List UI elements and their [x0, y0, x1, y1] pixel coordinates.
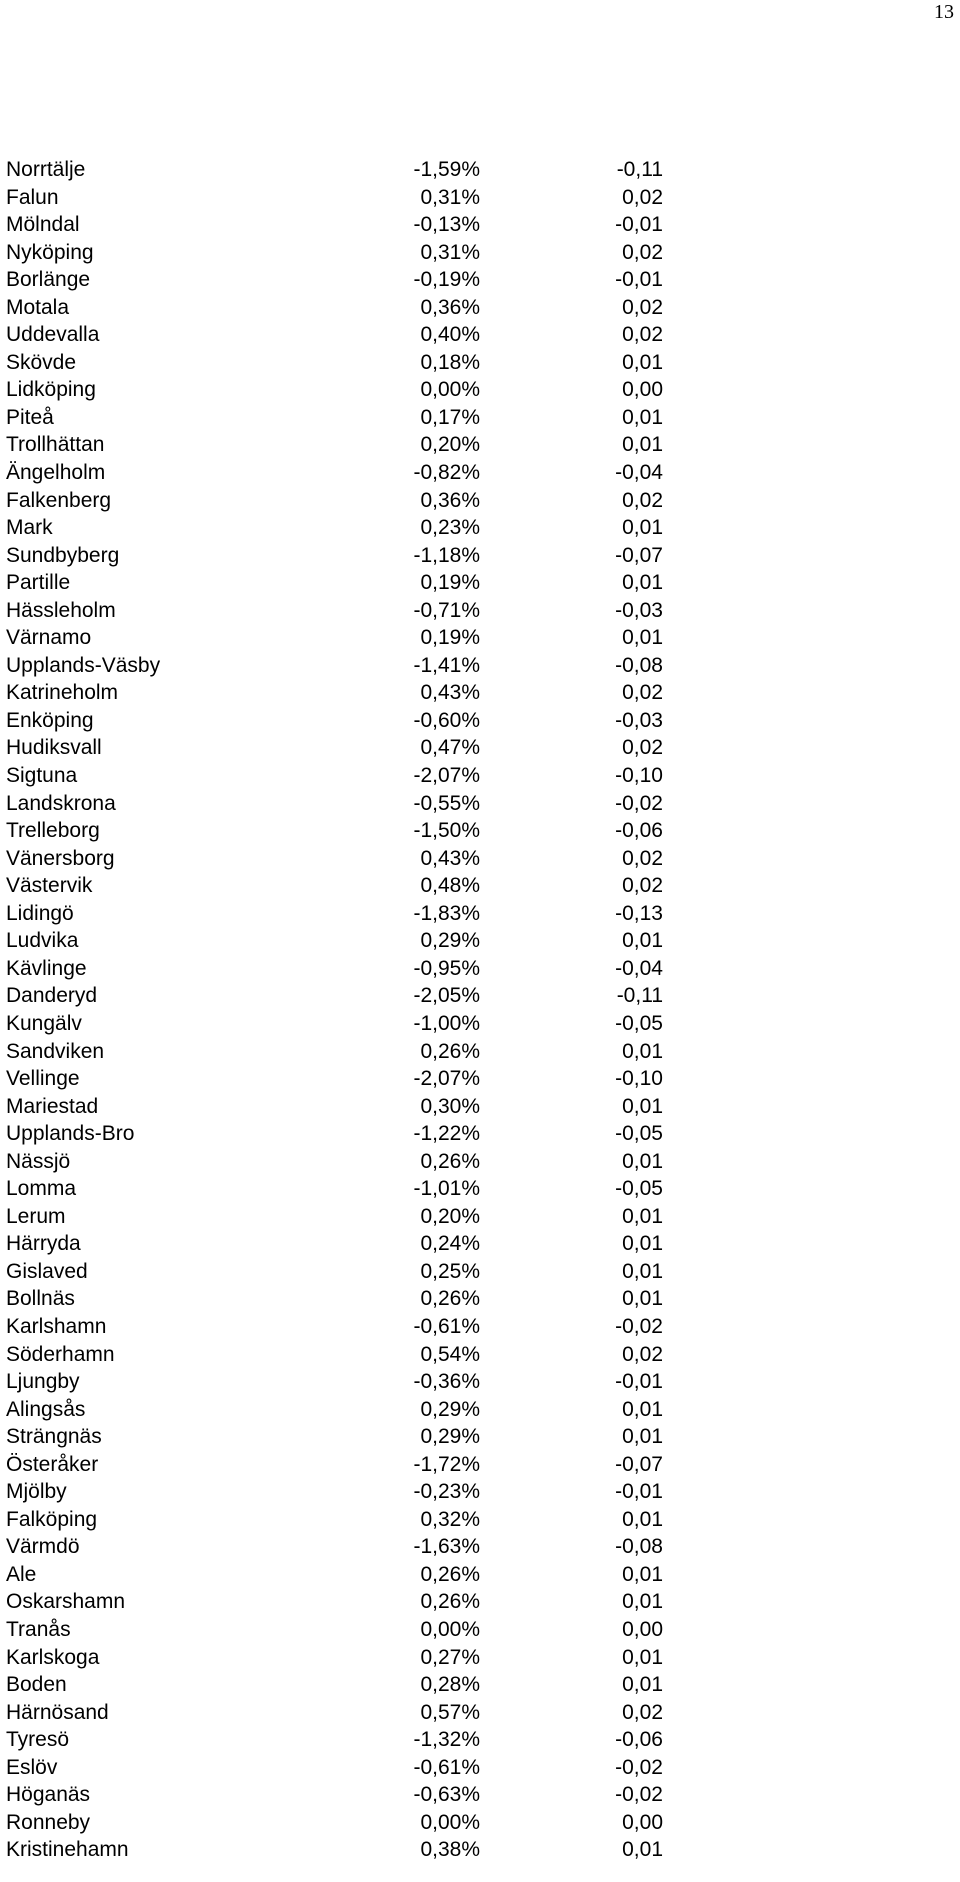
- change-value: -0,04: [615, 461, 663, 485]
- change-value: 0,02: [622, 295, 663, 319]
- municipality-name: Ale: [6, 1562, 37, 1586]
- percent-change: 0,36%: [420, 295, 480, 319]
- change-value: 0,01: [622, 1094, 663, 1118]
- municipality-name: Katrineholm: [6, 681, 119, 705]
- municipality-name: Motala: [6, 295, 70, 319]
- change-value: -0,11: [616, 158, 663, 181]
- table-row: [6, 817, 666, 845]
- change-value: -0,02: [615, 1314, 663, 1338]
- table-row: [6, 239, 666, 267]
- percent-change: 0,47%: [420, 736, 480, 760]
- percent-change: -1,32%: [413, 1728, 480, 1752]
- table-row: [6, 900, 666, 928]
- table-row: [6, 762, 666, 790]
- table-row: [6, 624, 666, 652]
- percent-change: 0,27%: [420, 1645, 480, 1669]
- table-row: [6, 487, 666, 515]
- table-row: [6, 1644, 666, 1672]
- table-row: [6, 1478, 666, 1506]
- table-row: [6, 1699, 666, 1727]
- percent-change: -0,95%: [413, 956, 480, 980]
- municipality-name: Boden: [6, 1673, 67, 1697]
- municipality-name: Falkenberg: [6, 488, 112, 512]
- change-value: -0,03: [615, 708, 663, 732]
- table-row: [6, 1506, 666, 1534]
- change-value: 0,01: [622, 516, 663, 540]
- table-row: [6, 1754, 666, 1782]
- municipality-name: Lidingö: [6, 901, 74, 925]
- percent-change: -2,07%: [413, 1067, 480, 1091]
- table-row: [6, 1726, 666, 1754]
- table-row: [6, 1396, 666, 1424]
- percent-change: -0,19%: [413, 268, 480, 292]
- percent-change: -0,63%: [413, 1783, 480, 1807]
- percent-change: 0,19%: [420, 571, 480, 595]
- municipality-name: Enköping: [6, 708, 94, 732]
- percent-change: -1,00%: [413, 1011, 480, 1035]
- table-row: [6, 156, 666, 184]
- municipality-name: Oskarshamn: [6, 1590, 126, 1614]
- municipality-name: Vellinge: [6, 1067, 80, 1091]
- table-row: [6, 1038, 666, 1066]
- table-row: [6, 845, 666, 873]
- percent-change: -1,59%: [413, 158, 480, 181]
- percent-change: 0,26%: [420, 1149, 480, 1173]
- percent-change: 0,00%: [420, 378, 480, 402]
- change-value: 0,01: [622, 626, 663, 650]
- table-row: [6, 321, 666, 349]
- table-row: [6, 790, 666, 818]
- change-value: -0,01: [615, 268, 663, 292]
- change-value: 0,00: [622, 1617, 663, 1641]
- municipality-name: Ludvika: [6, 929, 79, 953]
- table-row: [6, 597, 666, 625]
- table-row: [6, 349, 666, 377]
- change-value: 0,02: [622, 874, 663, 898]
- change-value: -0,06: [615, 1728, 663, 1752]
- change-value: 0,01: [622, 571, 663, 595]
- percent-change: -1,41%: [413, 653, 480, 677]
- municipality-name: Söderhamn: [6, 1342, 115, 1366]
- page-number: 13: [934, 1, 954, 23]
- table-row: [6, 1533, 666, 1561]
- change-value: 0,01: [622, 1590, 663, 1614]
- municipality-name: Danderyd: [6, 984, 98, 1008]
- percent-change: -0,55%: [413, 791, 480, 815]
- municipality-name: Alingsås: [6, 1397, 86, 1421]
- municipality-name: Lerum: [6, 1204, 66, 1228]
- change-value: 0,01: [622, 1562, 663, 1586]
- percent-change: -0,36%: [413, 1370, 480, 1394]
- percent-change: -1,63%: [413, 1535, 480, 1559]
- municipality-name: Lidköping: [6, 378, 96, 402]
- percent-change: 0,38%: [420, 1838, 480, 1862]
- percent-change: -2,07%: [413, 764, 480, 788]
- change-value: 0,01: [622, 1645, 663, 1669]
- change-value: 0,01: [622, 350, 663, 374]
- table-row: [6, 542, 666, 570]
- percent-change: 0,31%: [420, 240, 480, 264]
- table-row: [6, 1588, 666, 1616]
- municipality-name: Upplands-Bro: [6, 1122, 135, 1146]
- percent-change: -1,18%: [413, 543, 480, 567]
- change-value: 0,01: [622, 1673, 663, 1697]
- percent-change: 0,36%: [420, 488, 480, 512]
- table-row: [6, 1093, 666, 1121]
- percent-change: 0,00%: [420, 1617, 480, 1641]
- change-value: 0,01: [622, 1149, 663, 1173]
- percent-change: 0,19%: [420, 626, 480, 650]
- percent-change: 0,31%: [420, 185, 480, 209]
- table-row: [6, 982, 666, 1010]
- percent-change: 0,23%: [420, 516, 480, 540]
- change-value: -0,05: [615, 1011, 663, 1035]
- municipality-name: Österåker: [6, 1452, 99, 1476]
- table-row: [6, 1175, 666, 1203]
- change-value: -0,07: [615, 1452, 663, 1476]
- municipality-name: Västervik: [6, 874, 93, 898]
- change-value: 0,00: [622, 378, 663, 402]
- table-row: [6, 1010, 666, 1038]
- municipality-name: Mjölby: [6, 1480, 67, 1504]
- table-row: [6, 266, 666, 294]
- percent-change: 0,17%: [420, 405, 480, 429]
- table-row: [6, 211, 666, 239]
- percent-change: 0,26%: [420, 1590, 480, 1614]
- change-value: -0,01: [615, 1480, 663, 1504]
- change-value: 0,01: [622, 1232, 663, 1256]
- municipality-name: Piteå: [6, 405, 54, 429]
- percent-change: -1,50%: [413, 819, 480, 843]
- municipality-name: Värmdö: [6, 1535, 80, 1559]
- municipality-name: Sandviken: [6, 1039, 105, 1063]
- municipality-name: Partille: [6, 571, 71, 595]
- municipality-name: Trollhättan: [6, 433, 105, 457]
- municipality-name: Vänersborg: [6, 846, 115, 870]
- change-value: 0,01: [622, 1204, 663, 1228]
- percent-change: 0,18%: [420, 350, 480, 374]
- municipality-name: Trelleborg: [6, 819, 100, 843]
- percent-change: 0,28%: [420, 1673, 480, 1697]
- table-row: [6, 431, 666, 459]
- municipality-name: Eslöv: [6, 1755, 58, 1779]
- change-value: 0,02: [622, 736, 663, 760]
- percent-change: 0,20%: [420, 1204, 480, 1228]
- change-value: 0,02: [622, 488, 663, 512]
- table-row: [6, 955, 666, 983]
- change-value: -0,05: [615, 1122, 663, 1146]
- table-row: [6, 294, 666, 322]
- change-value: -0,08: [615, 653, 663, 677]
- municipality-name: Nyköping: [6, 240, 94, 264]
- municipality-name: Tyresö: [6, 1728, 70, 1752]
- municipality-name: Nässjö: [6, 1149, 71, 1173]
- municipality-name: Kungälv: [6, 1011, 82, 1035]
- percent-change: 0,43%: [420, 681, 480, 705]
- table-row: [6, 734, 666, 762]
- municipality-table: [6, 156, 666, 1864]
- change-value: 0,01: [622, 1259, 663, 1283]
- table-row: [6, 1781, 666, 1809]
- municipality-name: Härnösand: [6, 1700, 109, 1724]
- table-row: [6, 1616, 666, 1644]
- change-value: 0,01: [622, 1425, 663, 1449]
- change-value: 0,02: [622, 846, 663, 870]
- percent-change: 0,20%: [420, 433, 480, 457]
- change-value: 0,01: [622, 1397, 663, 1421]
- percent-change: -1,72%: [413, 1452, 480, 1476]
- municipality-name: Höganäs: [6, 1783, 91, 1807]
- change-value: 0,02: [622, 185, 663, 209]
- municipality-name: Mölndal: [6, 213, 80, 237]
- change-value: 0,01: [622, 433, 663, 457]
- percent-change: -0,61%: [413, 1755, 480, 1779]
- percent-change: 0,29%: [420, 1397, 480, 1421]
- municipality-name: Karlshamn: [6, 1314, 107, 1338]
- table-row: [6, 707, 666, 735]
- percent-change: 0,24%: [420, 1232, 480, 1256]
- percent-change: -1,22%: [413, 1122, 480, 1146]
- change-value: -0,02: [615, 1755, 663, 1779]
- change-value: 0,00: [622, 1810, 663, 1834]
- table-row: [6, 1120, 666, 1148]
- table-row: [6, 927, 666, 955]
- municipality-name: Norrtälje: [6, 158, 86, 181]
- percent-change: -1,83%: [413, 901, 480, 925]
- change-value: -0,11: [616, 984, 663, 1008]
- table-row: [6, 872, 666, 900]
- municipality-name: Hudiksvall: [6, 736, 102, 760]
- municipality-name: Sundbyberg: [6, 543, 120, 567]
- table-row: [6, 1065, 666, 1093]
- change-value: -0,10: [615, 764, 663, 788]
- change-value: 0,02: [622, 240, 663, 264]
- change-value: -0,02: [615, 791, 663, 815]
- table-row: [6, 1561, 666, 1589]
- table-row: [6, 376, 666, 404]
- change-value: -0,04: [615, 956, 663, 980]
- change-value: 0,01: [622, 405, 663, 429]
- table-row: [6, 184, 666, 212]
- change-value: 0,02: [622, 681, 663, 705]
- change-value: 0,01: [622, 1039, 663, 1063]
- percent-change: 0,43%: [420, 846, 480, 870]
- percent-change: 0,48%: [420, 874, 480, 898]
- change-value: 0,02: [622, 323, 663, 347]
- municipality-name: Mark: [6, 516, 53, 540]
- percent-change: -0,13%: [413, 213, 480, 237]
- percent-change: 0,57%: [420, 1700, 480, 1724]
- municipality-name: Ljungby: [6, 1370, 80, 1394]
- percent-change: 0,29%: [420, 1425, 480, 1449]
- table-row: [6, 1341, 666, 1369]
- percent-change: 0,25%: [420, 1259, 480, 1283]
- table-row: [6, 1258, 666, 1286]
- municipality-name: Upplands-Väsby: [6, 653, 161, 677]
- municipality-name: Borlänge: [6, 268, 91, 292]
- municipality-name: Hässleholm: [6, 598, 116, 622]
- change-value: -0,03: [615, 598, 663, 622]
- percent-change: 0,32%: [420, 1507, 480, 1531]
- table-row: [6, 1836, 666, 1864]
- municipality-name: Lomma: [6, 1177, 77, 1201]
- change-value: -0,13: [615, 901, 663, 925]
- table-row: [6, 569, 666, 597]
- percent-change: -0,23%: [413, 1480, 480, 1504]
- table-row: [6, 1451, 666, 1479]
- change-value: 0,01: [622, 929, 663, 953]
- percent-change: 0,29%: [420, 929, 480, 953]
- percent-change: -0,71%: [413, 598, 480, 622]
- table-row: [6, 514, 666, 542]
- percent-change: 0,30%: [420, 1094, 480, 1118]
- municipality-name: Kristinehamn: [6, 1838, 129, 1862]
- percent-change: 0,26%: [420, 1562, 480, 1586]
- change-value: -0,01: [615, 1370, 663, 1394]
- table-row: [6, 1285, 666, 1313]
- percent-change: -0,82%: [413, 461, 480, 485]
- municipality-name: Landskrona: [6, 791, 116, 815]
- percent-change: 0,26%: [420, 1039, 480, 1063]
- percent-change: 0,54%: [420, 1342, 480, 1366]
- municipality-name: Skövde: [6, 350, 77, 374]
- municipality-name: Karlskoga: [6, 1645, 100, 1669]
- change-value: 0,01: [622, 1507, 663, 1531]
- municipality-name: Falun: [6, 185, 59, 209]
- table-row: [6, 1368, 666, 1396]
- change-value: -0,06: [615, 819, 663, 843]
- table-row: [6, 1148, 666, 1176]
- municipality-name: Härryda: [6, 1232, 81, 1256]
- percent-change: 0,26%: [420, 1287, 480, 1311]
- table-row: [6, 1671, 666, 1699]
- percent-change: -0,60%: [413, 708, 480, 732]
- table-row: [6, 652, 666, 680]
- table-row: [6, 1809, 666, 1837]
- municipality-name: Ängelholm: [6, 461, 106, 485]
- change-value: -0,01: [615, 213, 663, 237]
- municipality-name: Mariestad: [6, 1094, 99, 1118]
- table-row: [6, 1230, 666, 1258]
- change-value: -0,07: [615, 543, 663, 567]
- municipality-name: Tranås: [6, 1617, 71, 1641]
- municipality-name: Gislaved: [6, 1259, 88, 1283]
- municipality-name: Falköping: [6, 1507, 98, 1531]
- municipality-name: Bollnäs: [6, 1287, 75, 1311]
- change-value: -0,05: [615, 1177, 663, 1201]
- change-value: 0,02: [622, 1342, 663, 1366]
- municipality-name: Sigtuna: [6, 764, 78, 788]
- percent-change: -2,05%: [413, 984, 480, 1008]
- percent-change: -1,01%: [413, 1177, 480, 1201]
- table-row: [6, 1203, 666, 1231]
- percent-change: 0,00%: [420, 1810, 480, 1834]
- table-row: [6, 1313, 666, 1341]
- table-row: [6, 1423, 666, 1451]
- change-value: -0,08: [615, 1535, 663, 1559]
- change-value: 0,01: [622, 1838, 663, 1862]
- change-value: 0,01: [622, 1287, 663, 1311]
- change-value: -0,10: [615, 1067, 663, 1091]
- table-row: [6, 459, 666, 487]
- municipality-name: Värnamo: [6, 626, 92, 650]
- table-row: [6, 679, 666, 707]
- percent-change: -0,61%: [413, 1314, 480, 1338]
- municipality-name: Kävlinge: [6, 956, 87, 980]
- municipality-name: Ronneby: [6, 1810, 91, 1834]
- municipality-name: Strängnäs: [6, 1425, 102, 1449]
- change-value: 0,02: [622, 1700, 663, 1724]
- table-row: [6, 404, 666, 432]
- percent-change: 0,40%: [420, 323, 480, 347]
- municipality-name: Uddevalla: [6, 323, 100, 347]
- change-value: -0,02: [615, 1783, 663, 1807]
